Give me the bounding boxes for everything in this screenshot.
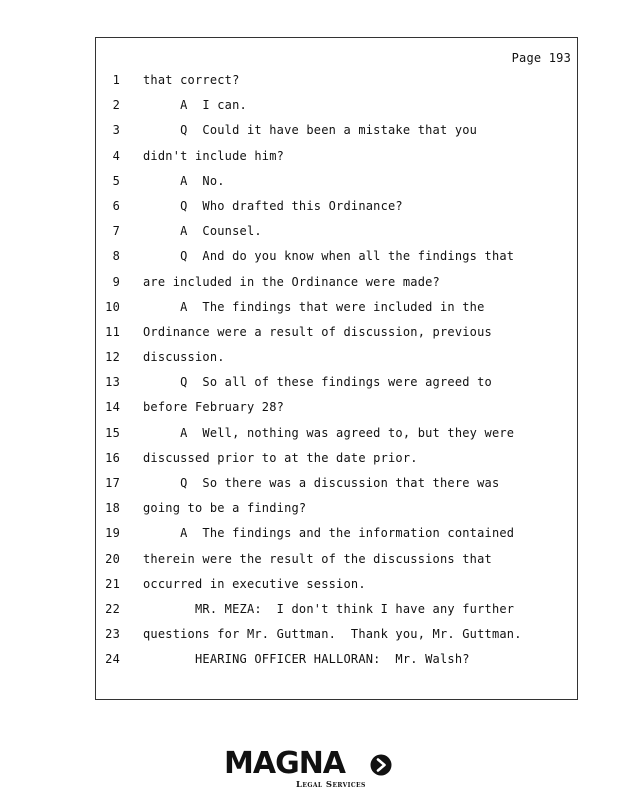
transcript-line <box>96 426 577 451</box>
line-text: before February 28? <box>143 400 285 415</box>
line-number: 21 <box>105 576 120 591</box>
line-text: discussed prior to at the date prior. <box>143 450 418 465</box>
transcript-line <box>96 476 577 501</box>
line-text: discussion. <box>143 350 225 365</box>
transcript-line <box>96 224 577 249</box>
line-text: A The findings that were included in the <box>143 299 485 314</box>
transcript-line <box>96 627 577 652</box>
transcript-line <box>96 451 577 476</box>
transcript-line <box>96 552 577 577</box>
line-number: 9 <box>112 274 120 289</box>
transcript-line <box>96 249 577 274</box>
line-number: 18 <box>105 501 120 516</box>
transcript-line <box>96 199 577 224</box>
line-text: Q So all of these findings were agreed to <box>143 375 492 390</box>
chevron-circle-icon <box>370 754 392 776</box>
line-text: Ordinance were a result of discussion, previous <box>143 324 492 339</box>
transcript-line <box>96 275 577 300</box>
transcript-page <box>95 37 578 700</box>
transcript-line <box>96 501 577 526</box>
line-text: Q So there was a discussion that there was <box>143 476 500 490</box>
line-text: going to be a finding? <box>143 501 307 516</box>
line-text: didn't include him? <box>143 148 285 163</box>
transcript-line <box>96 602 577 627</box>
line-text: MR. MEZA: I don't think I have any further <box>143 601 515 616</box>
line-text: A The findings and the information contained <box>143 526 515 541</box>
line-number: 20 <box>105 551 120 566</box>
line-number: 5 <box>112 173 120 188</box>
line-text: HEARING OFFICER HALLORAN: Mr. Walsh? <box>143 652 470 667</box>
line-number: 2 <box>112 98 120 113</box>
line-number: 11 <box>105 324 120 339</box>
line-number: 19 <box>105 526 120 541</box>
line-text: A Counsel. <box>143 224 262 239</box>
line-text: Q And do you know when all the findings that <box>143 249 515 264</box>
line-number: 10 <box>105 299 120 314</box>
transcript-line <box>96 577 577 602</box>
transcript-line <box>96 300 577 325</box>
page-number: Page 193 <box>511 51 571 65</box>
transcript-line <box>96 325 577 350</box>
line-number: 16 <box>105 450 120 465</box>
transcript-line <box>96 174 577 199</box>
transcript-line <box>96 73 577 98</box>
line-text: therein were the result of the discussions that <box>143 551 492 566</box>
magna-logo <box>224 748 394 794</box>
transcript-line <box>96 400 577 425</box>
line-number: 3 <box>112 123 120 138</box>
line-text: questions for Mr. Guttman. Thank you, Mr. Guttman. <box>143 627 522 642</box>
transcript-lines <box>96 73 577 678</box>
line-text: A Well, nothing was agreed to, but they were <box>143 425 515 440</box>
line-number: 7 <box>112 224 120 239</box>
line-number: 8 <box>112 249 120 264</box>
transcript-line <box>96 98 577 123</box>
line-text: Q Who drafted this Ordinance? <box>143 198 403 213</box>
transcript-line <box>96 526 577 551</box>
line-number: 14 <box>105 400 120 415</box>
line-text: A I can. <box>143 98 247 113</box>
line-text: that correct? <box>143 73 240 87</box>
line-number: 17 <box>105 476 120 490</box>
line-number: 22 <box>105 601 120 616</box>
line-number: 13 <box>105 375 120 390</box>
line-number: 12 <box>105 350 120 365</box>
line-number: 1 <box>112 73 120 87</box>
line-number: 6 <box>112 198 120 213</box>
line-number: 15 <box>105 425 120 440</box>
logo-subtitle: Legal Services <box>296 780 366 790</box>
line-number: 4 <box>112 148 120 163</box>
line-text: A No. <box>143 173 225 188</box>
line-number: 23 <box>105 627 120 642</box>
transcript-line <box>96 149 577 174</box>
line-text: occurred in executive session. <box>143 576 366 591</box>
logo-wordmark: MAGNA <box>224 746 346 781</box>
line-text: Q Could it have been a mistake that you <box>143 123 478 138</box>
transcript-line <box>96 350 577 375</box>
transcript-line <box>96 123 577 148</box>
transcript-line <box>96 375 577 400</box>
line-text: are included in the Ordinance were made? <box>143 274 440 289</box>
transcript-line <box>96 652 577 677</box>
line-number: 24 <box>105 652 120 667</box>
